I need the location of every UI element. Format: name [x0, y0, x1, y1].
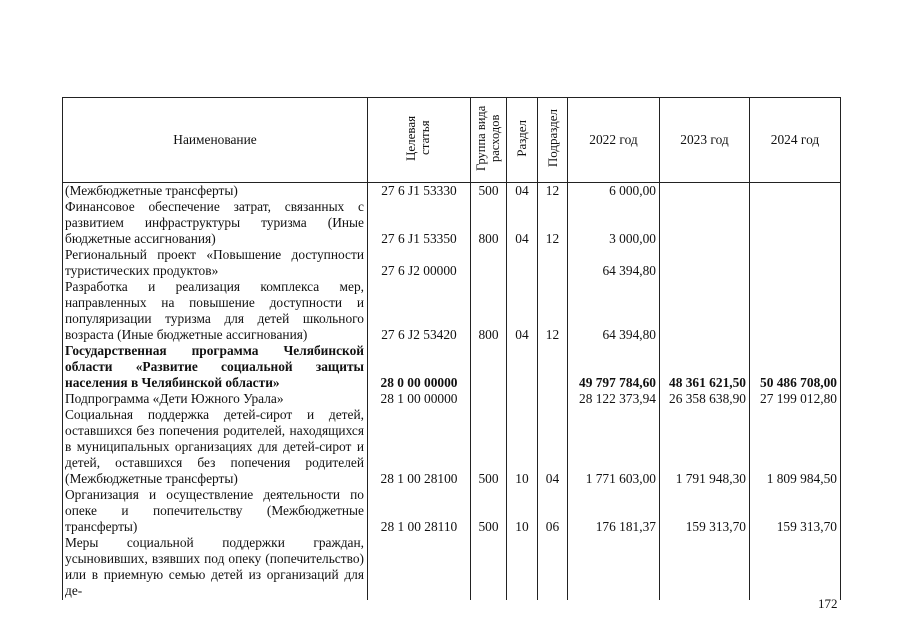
- header-section-text: Раздел: [514, 119, 529, 157]
- cell-section: 04: [507, 199, 538, 247]
- cell-name: Социальная поддержка детей-сирот и детей, оставшихся без попечения родителей, находящихся в муниципальных организациях для детей-сирот и детей, оставшихся без попечения родителей (Межбюджетные трансферты): [63, 407, 368, 487]
- cell-subsection: 12: [538, 199, 568, 247]
- cell-year-2024: 159 313,70: [750, 487, 841, 535]
- cell-target-article: 27 6 J1 53350: [368, 199, 471, 247]
- header-expense-group-text: Группа вида расходов: [474, 105, 502, 171]
- cell-year-2022: [568, 535, 660, 600]
- cell-year-2024: 27 199 012,80: [750, 391, 841, 407]
- cell-target-article: 28 1 00 28110: [368, 487, 471, 535]
- cell-target-article: 27 6 J1 53330: [368, 183, 471, 200]
- cell-expense-group: [471, 343, 507, 391]
- cell-year-2024: 1 809 984,50: [750, 407, 841, 487]
- cell-target-article: 28 1 00 00000: [368, 391, 471, 407]
- budget-table-container: [62, 97, 840, 600]
- cell-year-2024: [750, 183, 841, 200]
- table-row: [63, 407, 841, 487]
- cell-expense-group: 500: [471, 487, 507, 535]
- cell-year-2022: 49 797 784,60: [568, 343, 660, 391]
- cell-year-2024: [750, 199, 841, 247]
- cell-name: Региональный проект «Повышение доступности туристических продуктов»: [63, 247, 368, 279]
- cell-target-article: 27 6 J2 00000: [368, 247, 471, 279]
- cell-year-2022: 28 122 373,94: [568, 391, 660, 407]
- header-subsection: [538, 98, 568, 183]
- cell-year-2022: 6 000,00: [568, 183, 660, 200]
- cell-year-2022: 176 181,37: [568, 487, 660, 535]
- budget-table: [62, 97, 841, 600]
- cell-name: Разработка и реализация комплекса мер, направленных на повышение доступности и популяризации туризма для детей школьного возраста (Иные бюджетные ассигнования): [63, 279, 368, 343]
- cell-expense-group: 500: [471, 183, 507, 200]
- header-target-article: [368, 98, 471, 183]
- header-expense-group: [471, 98, 507, 183]
- cell-subsection: [538, 391, 568, 407]
- cell-subsection: 12: [538, 279, 568, 343]
- cell-year-2023: [660, 279, 750, 343]
- cell-section: 10: [507, 487, 538, 535]
- cell-year-2022: 64 394,80: [568, 279, 660, 343]
- cell-year-2023: 26 358 638,90: [660, 391, 750, 407]
- table-body: [63, 183, 841, 601]
- cell-name: Государственная программа Челябинской области «Развитие социальной защиты населения в Челябинской области»: [63, 343, 368, 391]
- cell-subsection: 12: [538, 183, 568, 200]
- cell-expense-group: 500: [471, 407, 507, 487]
- cell-target-article: 28 1 00 28100: [368, 407, 471, 487]
- header-target-article-text: Целевая статья: [403, 115, 432, 161]
- cell-section: [507, 247, 538, 279]
- table-header: [63, 98, 841, 183]
- cell-year-2023: [660, 183, 750, 200]
- cell-year-2024: [750, 247, 841, 279]
- cell-name: Организация и осуществление деятельности по опеке и попечительству (Межбюджетные трансферты): [63, 487, 368, 535]
- cell-year-2024: [750, 535, 841, 600]
- cell-year-2023: 48 361 621,50: [660, 343, 750, 391]
- cell-name: Меры социальной поддержки граждан, усыновивших, взявших под опеку (попечительство) или в приемную семью детей из организаций для де-: [63, 535, 368, 600]
- header-section: [507, 98, 538, 183]
- header-year-2024: 2024 год: [750, 98, 841, 183]
- cell-target-article: 27 6 J2 53420: [368, 279, 471, 343]
- table-row: [63, 279, 841, 343]
- cell-year-2023: [660, 199, 750, 247]
- cell-section: 04: [507, 183, 538, 200]
- cell-year-2022: 64 394,80: [568, 247, 660, 279]
- cell-section: 04: [507, 279, 538, 343]
- cell-target-article: 28 0 00 00000: [368, 343, 471, 391]
- cell-expense-group: [471, 535, 507, 600]
- header-name: Наименование: [63, 98, 368, 183]
- cell-year-2023: 1 791 948,30: [660, 407, 750, 487]
- header-year-2023: 2023 год: [660, 98, 750, 183]
- table-row: [63, 535, 841, 600]
- cell-target-article: [368, 535, 471, 600]
- cell-year-2022: 3 000,00: [568, 199, 660, 247]
- cell-section: 10: [507, 407, 538, 487]
- cell-subsection: [538, 343, 568, 391]
- cell-section: [507, 535, 538, 600]
- cell-subsection: 04: [538, 407, 568, 487]
- cell-year-2024: [750, 279, 841, 343]
- table-row: [63, 391, 841, 407]
- cell-name: Подпрограмма «Дети Южного Урала»: [63, 391, 368, 407]
- header-year-2022: 2022 год: [568, 98, 660, 183]
- header-subsection-text: Подраздел: [544, 108, 560, 168]
- page-number: 172: [818, 596, 838, 611]
- table-row: [63, 183, 841, 200]
- cell-expense-group: 800: [471, 279, 507, 343]
- table-row: [63, 487, 841, 535]
- table-row: [63, 199, 841, 247]
- cell-year-2024: 50 486 708,00: [750, 343, 841, 391]
- cell-section: [507, 391, 538, 407]
- cell-expense-group: 800: [471, 199, 507, 247]
- cell-name: (Межбюджетные трансферты): [63, 183, 368, 200]
- cell-subsection: [538, 247, 568, 279]
- cell-subsection: 06: [538, 487, 568, 535]
- table-row: [63, 343, 841, 391]
- cell-subsection: [538, 535, 568, 600]
- cell-year-2023: 159 313,70: [660, 487, 750, 535]
- cell-section: [507, 343, 538, 391]
- cell-year-2023: [660, 535, 750, 600]
- cell-year-2023: [660, 247, 750, 279]
- cell-expense-group: [471, 247, 507, 279]
- cell-year-2022: 1 771 603,00: [568, 407, 660, 487]
- cell-name: Финансовое обеспечение затрат, связанных с развитием инфраструктуры туризма (Иные бюджетные ассигнования): [63, 199, 368, 247]
- table-row: [63, 247, 841, 279]
- cell-expense-group: [471, 391, 507, 407]
